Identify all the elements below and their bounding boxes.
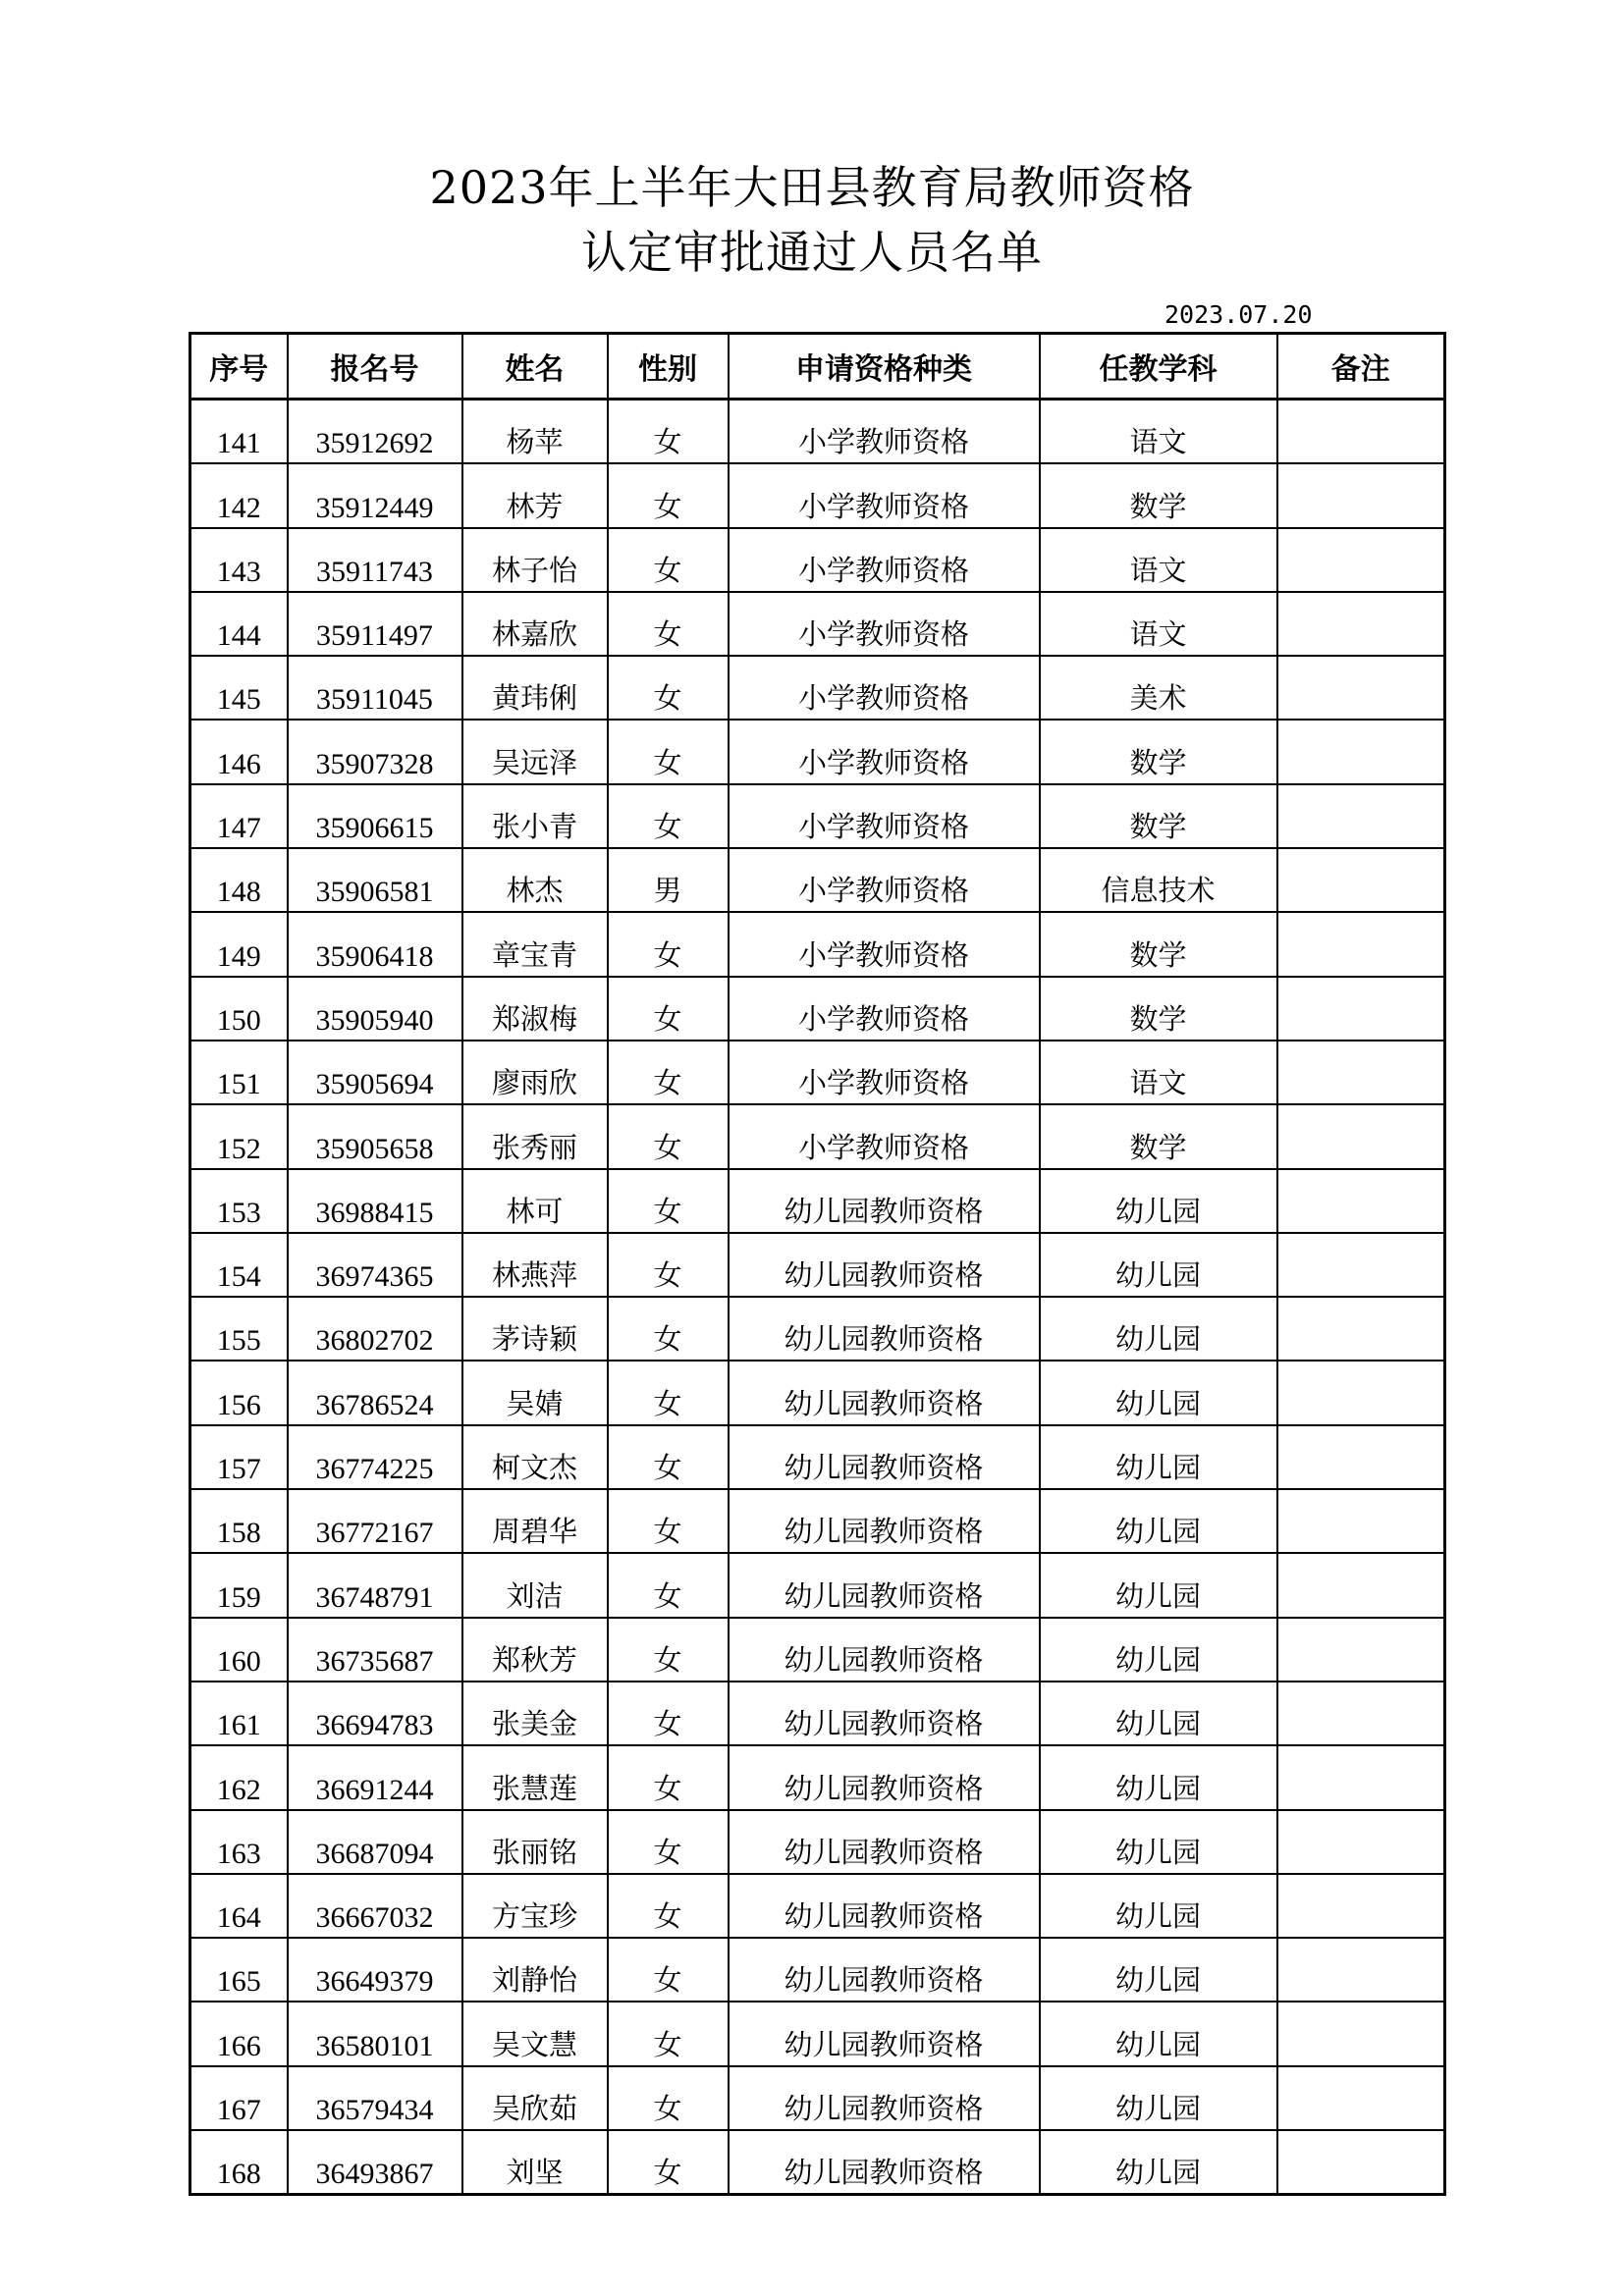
cell-qualification-type: 幼儿园教师资格 — [729, 1361, 1040, 1424]
cell-qualification-type: 幼儿园教师资格 — [729, 1425, 1040, 1489]
cell-teaching-subject: 幼儿园 — [1040, 1938, 1277, 2002]
cell-qualification-type: 小学教师资格 — [729, 656, 1040, 720]
cell-gender: 女 — [608, 528, 729, 592]
cell-teaching-subject: 幼儿园 — [1040, 1874, 1277, 1938]
document-date: 2023.07.20 — [1164, 300, 1313, 329]
cell-serial-number: 150 — [190, 977, 288, 1041]
cell-serial-number: 156 — [190, 1361, 288, 1424]
cell-teaching-subject: 幼儿园 — [1040, 1618, 1277, 1682]
cell-name: 郑秋芳 — [462, 1618, 608, 1682]
table-row — [190, 1425, 1445, 1489]
cell-registration-number: 36735687 — [288, 1618, 462, 1682]
cell-serial-number: 157 — [190, 1425, 288, 1489]
cell-teaching-subject: 数学 — [1040, 720, 1277, 783]
cell-name: 林可 — [462, 1169, 608, 1233]
cell-registration-number: 36691244 — [288, 1745, 462, 1809]
cell-teaching-subject: 数学 — [1040, 784, 1277, 848]
cell-name: 张美金 — [462, 1682, 608, 1745]
cell-registration-number: 36579434 — [288, 2066, 462, 2130]
cell-remarks — [1277, 1297, 1445, 1361]
cell-teaching-subject: 幼儿园 — [1040, 1682, 1277, 1745]
cell-serial-number: 145 — [190, 656, 288, 720]
cell-qualification-type: 幼儿园教师资格 — [729, 1553, 1040, 1617]
header-gender: 性别 — [608, 334, 729, 400]
cell-qualification-type: 幼儿园教师资格 — [729, 1489, 1040, 1553]
cell-gender: 女 — [608, 463, 729, 527]
cell-serial-number: 168 — [190, 2130, 288, 2195]
cell-teaching-subject: 数学 — [1040, 912, 1277, 976]
cell-registration-number: 35906581 — [288, 848, 462, 912]
cell-teaching-subject: 幼儿园 — [1040, 1810, 1277, 1874]
cell-teaching-subject: 语文 — [1040, 528, 1277, 592]
cell-serial-number: 148 — [190, 848, 288, 912]
cell-remarks — [1277, 912, 1445, 976]
cell-registration-number: 35911743 — [288, 528, 462, 592]
cell-remarks — [1277, 1810, 1445, 1874]
cell-registration-number: 36649379 — [288, 1938, 462, 2002]
cell-gender: 女 — [608, 1233, 729, 1297]
cell-remarks — [1277, 1233, 1445, 1297]
cell-teaching-subject: 幼儿园 — [1040, 2130, 1277, 2195]
cell-name: 张丽铭 — [462, 1810, 608, 1874]
cell-remarks — [1277, 1938, 1445, 2002]
cell-registration-number: 35912449 — [288, 463, 462, 527]
cell-serial-number: 165 — [190, 1938, 288, 2002]
cell-registration-number: 35906615 — [288, 784, 462, 848]
cell-gender: 女 — [608, 1810, 729, 1874]
cell-serial-number: 155 — [190, 1297, 288, 1361]
cell-gender: 女 — [608, 1682, 729, 1745]
cell-qualification-type: 幼儿园教师资格 — [729, 1169, 1040, 1233]
cell-gender: 女 — [608, 1425, 729, 1489]
table-row — [190, 912, 1445, 976]
cell-teaching-subject: 数学 — [1040, 463, 1277, 527]
table-row — [190, 1361, 1445, 1424]
cell-qualification-type: 小学教师资格 — [729, 592, 1040, 656]
cell-remarks — [1277, 528, 1445, 592]
cell-name: 茅诗颖 — [462, 1297, 608, 1361]
table-row — [190, 848, 1445, 912]
cell-remarks — [1277, 1745, 1445, 1809]
cell-name: 吴婧 — [462, 1361, 608, 1424]
cell-gender: 女 — [608, 2130, 729, 2195]
table-row — [190, 656, 1445, 720]
table-row — [190, 1810, 1445, 1874]
cell-gender: 女 — [608, 400, 729, 464]
table-row — [190, 400, 1445, 464]
table-row — [190, 1682, 1445, 1745]
cell-serial-number: 153 — [190, 1169, 288, 1233]
cell-name: 张慧莲 — [462, 1745, 608, 1809]
cell-qualification-type: 幼儿园教师资格 — [729, 2130, 1040, 2195]
cell-gender: 女 — [608, 656, 729, 720]
cell-remarks — [1277, 1618, 1445, 1682]
cell-registration-number: 35905940 — [288, 977, 462, 1041]
cell-registration-number: 36687094 — [288, 1810, 462, 1874]
cell-remarks — [1277, 848, 1445, 912]
cell-remarks — [1277, 400, 1445, 464]
cell-gender: 女 — [608, 912, 729, 976]
cell-remarks — [1277, 977, 1445, 1041]
cell-gender: 女 — [608, 1618, 729, 1682]
table-row — [190, 528, 1445, 592]
cell-registration-number: 36802702 — [288, 1297, 462, 1361]
table-row — [190, 1041, 1445, 1104]
cell-serial-number: 159 — [190, 1553, 288, 1617]
table-row — [190, 720, 1445, 783]
cell-name: 郑淑梅 — [462, 977, 608, 1041]
cell-teaching-subject: 幼儿园 — [1040, 1553, 1277, 1617]
cell-name: 刘静怡 — [462, 1938, 608, 2002]
table-body — [190, 400, 1445, 2195]
cell-serial-number: 149 — [190, 912, 288, 976]
cell-serial-number: 147 — [190, 784, 288, 848]
cell-gender: 女 — [608, 1169, 729, 1233]
cell-qualification-type: 幼儿园教师资格 — [729, 1938, 1040, 2002]
cell-teaching-subject: 语文 — [1040, 592, 1277, 656]
cell-serial-number: 161 — [190, 1682, 288, 1745]
cell-registration-number: 36988415 — [288, 1169, 462, 1233]
cell-remarks — [1277, 656, 1445, 720]
cell-teaching-subject: 幼儿园 — [1040, 1233, 1277, 1297]
cell-qualification-type: 小学教师资格 — [729, 400, 1040, 464]
cell-teaching-subject: 幼儿园 — [1040, 1361, 1277, 1424]
cell-name: 林杰 — [462, 848, 608, 912]
cell-serial-number: 158 — [190, 1489, 288, 1553]
cell-serial-number: 143 — [190, 528, 288, 592]
cell-qualification-type: 小学教师资格 — [729, 912, 1040, 976]
cell-name: 柯文杰 — [462, 1425, 608, 1489]
cell-gender: 女 — [608, 720, 729, 783]
cell-qualification-type: 小学教师资格 — [729, 1104, 1040, 1168]
cell-registration-number: 36493867 — [288, 2130, 462, 2195]
cell-teaching-subject: 美术 — [1040, 656, 1277, 720]
cell-name: 刘洁 — [462, 1553, 608, 1617]
table-row — [190, 2066, 1445, 2130]
cell-gender: 女 — [608, 592, 729, 656]
cell-serial-number: 167 — [190, 2066, 288, 2130]
cell-qualification-type: 幼儿园教师资格 — [729, 2066, 1040, 2130]
header-registration-number: 报名号 — [288, 334, 462, 400]
cell-name: 林嘉欣 — [462, 592, 608, 656]
cell-teaching-subject: 幼儿园 — [1040, 2002, 1277, 2065]
cell-qualification-type: 小学教师资格 — [729, 720, 1040, 783]
cell-gender: 女 — [608, 1553, 729, 1617]
table-row — [190, 463, 1445, 527]
cell-registration-number: 36974365 — [288, 1233, 462, 1297]
cell-gender: 女 — [608, 1104, 729, 1168]
cell-teaching-subject: 信息技术 — [1040, 848, 1277, 912]
cell-teaching-subject: 幼儿园 — [1040, 1745, 1277, 1809]
cell-serial-number: 152 — [190, 1104, 288, 1168]
cell-teaching-subject: 幼儿园 — [1040, 1169, 1277, 1233]
table-header-row — [190, 334, 1445, 400]
header-qualification-type: 申请资格种类 — [729, 334, 1040, 400]
cell-teaching-subject: 幼儿园 — [1040, 2066, 1277, 2130]
table-row — [190, 1297, 1445, 1361]
cell-name: 周碧华 — [462, 1489, 608, 1553]
cell-serial-number: 142 — [190, 463, 288, 527]
header-serial-number: 序号 — [190, 334, 288, 400]
cell-remarks — [1277, 1425, 1445, 1489]
cell-qualification-type: 小学教师资格 — [729, 463, 1040, 527]
cell-serial-number: 163 — [190, 1810, 288, 1874]
cell-registration-number: 36772167 — [288, 1489, 462, 1553]
cell-name: 张小青 — [462, 784, 608, 848]
cell-name: 林燕萍 — [462, 1233, 608, 1297]
cell-teaching-subject: 幼儿园 — [1040, 1489, 1277, 1553]
cell-qualification-type: 小学教师资格 — [729, 977, 1040, 1041]
cell-serial-number: 160 — [190, 1618, 288, 1682]
document-title-line2: 认定审批通过人员名单 — [581, 226, 1043, 279]
cell-name: 吴欣茹 — [462, 2066, 608, 2130]
table-row — [190, 1169, 1445, 1233]
cell-teaching-subject: 语文 — [1040, 1041, 1277, 1104]
cell-registration-number: 35907328 — [288, 720, 462, 783]
header-name: 姓名 — [462, 334, 608, 400]
cell-name: 林芳 — [462, 463, 608, 527]
cell-serial-number: 151 — [190, 1041, 288, 1104]
cell-qualification-type: 小学教师资格 — [729, 784, 1040, 848]
cell-remarks — [1277, 1169, 1445, 1233]
header-remarks: 备注 — [1277, 334, 1445, 400]
cell-registration-number: 35906418 — [288, 912, 462, 976]
cell-qualification-type: 小学教师资格 — [729, 1041, 1040, 1104]
cell-qualification-type: 幼儿园教师资格 — [729, 1618, 1040, 1682]
cell-name: 刘坚 — [462, 2130, 608, 2195]
cell-registration-number: 35905658 — [288, 1104, 462, 1168]
cell-serial-number: 164 — [190, 1874, 288, 1938]
table-row — [190, 1489, 1445, 1553]
cell-teaching-subject: 幼儿园 — [1040, 1425, 1277, 1489]
cell-serial-number: 154 — [190, 1233, 288, 1297]
cell-gender: 女 — [608, 1489, 729, 1553]
table-row — [190, 1745, 1445, 1809]
cell-gender: 女 — [608, 977, 729, 1041]
cell-name: 方宝珍 — [462, 1874, 608, 1938]
table-row — [190, 1553, 1445, 1617]
cell-teaching-subject: 数学 — [1040, 1104, 1277, 1168]
cell-remarks — [1277, 2002, 1445, 2065]
cell-registration-number: 36786524 — [288, 1361, 462, 1424]
cell-registration-number: 36667032 — [288, 1874, 462, 1938]
cell-registration-number: 36774225 — [288, 1425, 462, 1489]
table-row — [190, 592, 1445, 656]
table-row — [190, 1938, 1445, 2002]
cell-gender: 女 — [608, 2002, 729, 2065]
cell-serial-number: 141 — [190, 400, 288, 464]
cell-qualification-type: 幼儿园教师资格 — [729, 1233, 1040, 1297]
cell-remarks — [1277, 720, 1445, 783]
cell-remarks — [1277, 784, 1445, 848]
cell-remarks — [1277, 1361, 1445, 1424]
header-teaching-subject: 任教学科 — [1040, 334, 1277, 400]
cell-gender: 女 — [608, 2066, 729, 2130]
cell-name: 杨苹 — [462, 400, 608, 464]
table-row — [190, 1104, 1445, 1168]
cell-teaching-subject: 幼儿园 — [1040, 1297, 1277, 1361]
table-row — [190, 1874, 1445, 1938]
cell-remarks — [1277, 1682, 1445, 1745]
table-row — [190, 977, 1445, 1041]
cell-qualification-type: 幼儿园教师资格 — [729, 2002, 1040, 2065]
cell-registration-number: 36748791 — [288, 1553, 462, 1617]
cell-qualification-type: 幼儿园教师资格 — [729, 1874, 1040, 1938]
table-row — [190, 784, 1445, 848]
cell-remarks — [1277, 592, 1445, 656]
table-row — [190, 1233, 1445, 1297]
cell-teaching-subject: 语文 — [1040, 400, 1277, 464]
approved-teachers-table — [189, 332, 1446, 2196]
cell-remarks — [1277, 1104, 1445, 1168]
cell-qualification-type: 小学教师资格 — [729, 848, 1040, 912]
cell-name: 吴文慧 — [462, 2002, 608, 2065]
cell-qualification-type: 幼儿园教师资格 — [729, 1297, 1040, 1361]
table-row — [190, 2002, 1445, 2065]
cell-qualification-type: 幼儿园教师资格 — [729, 1682, 1040, 1745]
cell-remarks — [1277, 1553, 1445, 1617]
cell-name: 黄玮俐 — [462, 656, 608, 720]
cell-name: 张秀丽 — [462, 1104, 608, 1168]
cell-gender: 女 — [608, 784, 729, 848]
cell-remarks — [1277, 1041, 1445, 1104]
cell-gender: 女 — [608, 1745, 729, 1809]
cell-registration-number: 35911045 — [288, 656, 462, 720]
cell-registration-number: 35912692 — [288, 400, 462, 464]
cell-serial-number: 146 — [190, 720, 288, 783]
table-row — [190, 1618, 1445, 1682]
cell-name: 廖雨欣 — [462, 1041, 608, 1104]
cell-registration-number: 35905694 — [288, 1041, 462, 1104]
cell-registration-number: 35911497 — [288, 592, 462, 656]
cell-qualification-type: 幼儿园教师资格 — [729, 1810, 1040, 1874]
cell-gender: 女 — [608, 1297, 729, 1361]
cell-gender: 女 — [608, 1938, 729, 2002]
cell-gender: 女 — [608, 1361, 729, 1424]
cell-name: 林子怡 — [462, 528, 608, 592]
cell-gender: 女 — [608, 1874, 729, 1938]
cell-serial-number: 162 — [190, 1745, 288, 1809]
cell-remarks — [1277, 2066, 1445, 2130]
cell-registration-number: 36580101 — [288, 2002, 462, 2065]
cell-remarks — [1277, 1874, 1445, 1938]
cell-serial-number: 166 — [190, 2002, 288, 2065]
cell-registration-number: 36694783 — [288, 1682, 462, 1745]
cell-name: 章宝青 — [462, 912, 608, 976]
cell-remarks — [1277, 1489, 1445, 1553]
cell-remarks — [1277, 2130, 1445, 2195]
cell-serial-number: 144 — [190, 592, 288, 656]
document-title-line1: 2023年上半年大田县教育局教师资格 — [429, 161, 1195, 214]
cell-qualification-type: 幼儿园教师资格 — [729, 1745, 1040, 1809]
table-row — [190, 2130, 1445, 2195]
cell-qualification-type: 小学教师资格 — [729, 528, 1040, 592]
cell-name: 吴远泽 — [462, 720, 608, 783]
cell-remarks — [1277, 463, 1445, 527]
cell-teaching-subject: 数学 — [1040, 977, 1277, 1041]
cell-gender: 女 — [608, 1041, 729, 1104]
cell-gender: 男 — [608, 848, 729, 912]
